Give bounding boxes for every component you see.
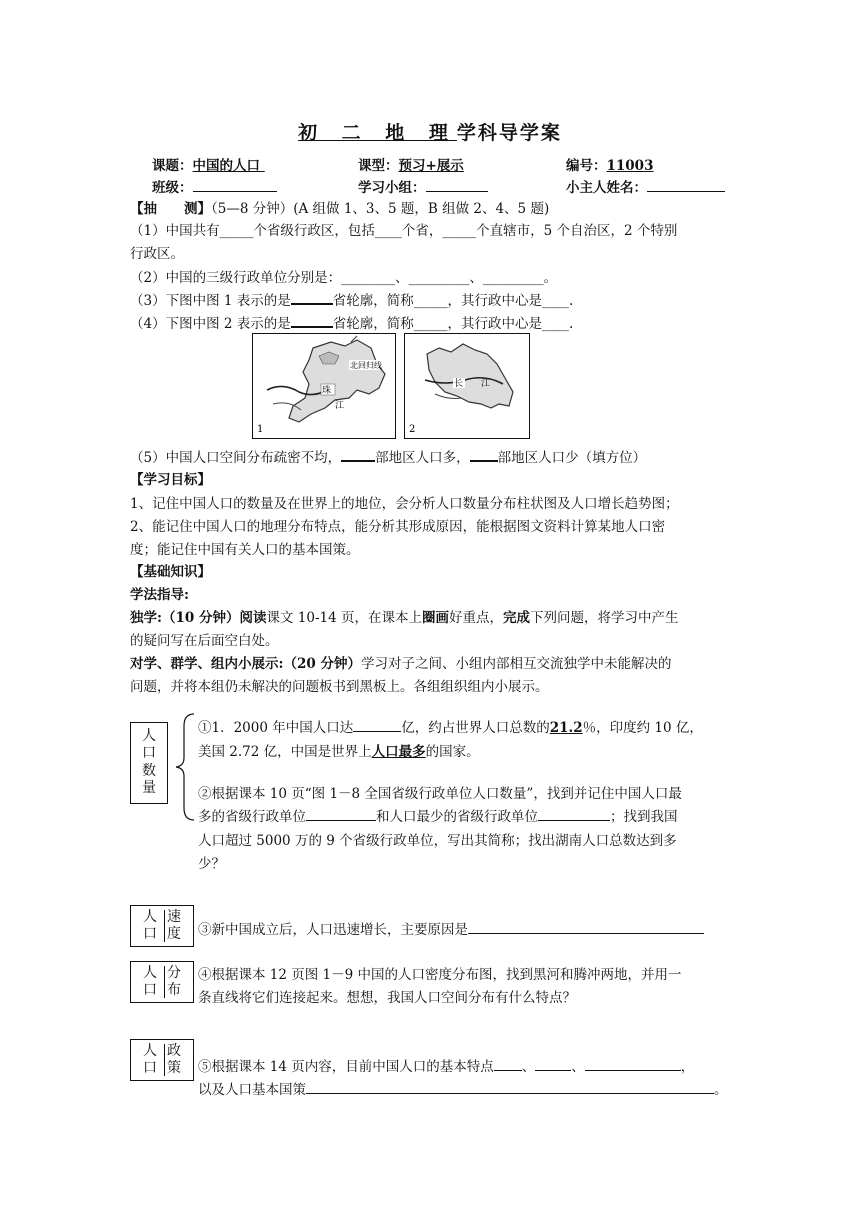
q3-text: ③新中国成立后，人口迅速增长，主要原因是 [198,922,468,938]
quantity-q2-line2 [198,805,678,825]
class-row [152,176,277,196]
speed-char-3: 口 [143,926,157,942]
policy-char-3: 口 [143,1060,157,1076]
q5-sep1: 、 [521,1059,536,1075]
test-q5 [130,446,646,466]
map2-number: 2 [409,424,416,435]
q5-blank2[interactable] [470,447,498,462]
q5-feature-blank3[interactable] [585,1057,681,1071]
quantity-q1-line1 [198,716,703,736]
speed-label-box [130,905,194,947]
quantity-q1-line2 [198,740,480,760]
quantity-q2-line3: 人口超过 5000 万的 9 个省级行政单位，写出其简称；找出湖南人口总数达到多 [198,833,677,849]
pair-study-label: 对学、群学、组内小展示:（20 分钟） [130,656,361,672]
self-study-text2: 好重点， [449,610,503,626]
map-figure-2 [404,333,530,439]
jiangsu-outline-map [405,334,529,438]
policy-char-4: 策 [167,1060,181,1076]
self-study-circle: 圈画 [422,610,449,626]
test-q3-b: 省轮廓，简称_____，其行政中心是____. [332,293,574,309]
q1-line2-emph: 人口最多 [371,744,426,760]
type-value: 预习+展示 [398,158,464,174]
q1-line2-c: 的国家。 [425,744,480,760]
code-label: 编号： [566,158,607,174]
group-field[interactable] [426,178,488,192]
distribution-divider [164,966,165,998]
speed-char-2: 速 [167,909,181,925]
group-label: 学习小组： [358,180,426,196]
q3-blank[interactable] [291,290,333,305]
topic-row [152,154,265,174]
host-field[interactable] [647,178,725,192]
speed-char-4: 度 [167,926,181,942]
self-study-read: 阅读 [239,610,267,626]
code-row [566,154,653,174]
q5-line2-text: 以及人口基本国策 [198,1082,306,1098]
self-study-complete: 完成 [503,610,530,626]
test-heading: 【抽 测】 [130,201,211,217]
distribution-q4-line1: ④根据课本 12 页图 1－9 中国的人口密度分布图，找到黑河和腾冲两地，并用一 [198,967,682,983]
self-study-line2: 的疑问写在后面空白处。 [130,633,279,649]
policy-q5-line2 [198,1078,728,1098]
method-heading: 学法指导: [130,587,189,603]
test-q4 [130,312,573,332]
quantity-char-2: 口 [142,745,156,761]
guangdong-outline-map [253,334,395,438]
map1-label: 珠 [322,386,332,396]
test-q3 [130,289,573,309]
pair-study-line2: 问题，并将本组仍未解决的问题板书到黑板上。各组组织组内小展示。 [130,679,549,695]
quantity-char-4: 量 [142,780,156,796]
map2-label: 长 [454,379,464,389]
test-q5-c: 部地区人口少（填方位） [497,450,647,466]
q1-text-c: ％，印度约 10 亿， [582,720,703,736]
map1-river: 江 [335,401,345,411]
map1-tropic-label: 北回归线 [350,361,382,370]
dist-char-2: 分 [167,965,181,981]
q5-blank1[interactable] [341,447,375,462]
pair-study-text: 学习对子之间、小组内部相互交流独学中未能解决的 [360,656,672,672]
q5-feature-blank1[interactable] [494,1057,522,1071]
q1-text-b: 亿，约占世界人口总数的 [401,720,550,736]
page-title [0,118,860,145]
distribution-label-box [130,961,194,1003]
q5-sep2: 、 [571,1059,585,1075]
test-q5-b: 部地区人口多， [375,450,470,466]
test-q5-a: （5）中国人口空间分布疏密不均， [130,450,342,466]
speed-char-1: 人 [143,909,157,925]
q5-policy-blank[interactable] [306,1080,714,1094]
dist-char-1: 人 [143,965,157,981]
quantity-q2-line1: ②根据课本 10 页“图 1－8 全国省级行政单位人口数量”，找到并记住中国人口最 [198,786,682,802]
q2-line2-a: 多的省级行政单位 [198,809,306,825]
map2-label2: 江 [481,379,491,389]
goals-heading: 【学习目标】 [130,472,211,488]
q1-percent: 21.2 [549,720,583,736]
quantity-label-box [130,722,168,804]
self-study-text3: 下列问题，将学习中产生 [530,610,679,626]
test-q1-line2: 行政区。 [130,246,184,262]
test-q2: （2）中国的三级行政单位分别是：________、_________、_________。 [130,270,558,286]
quantity-char-1: 人 [142,728,156,744]
policy-divider [164,1044,165,1076]
quantity-brace-icon [172,712,198,822]
dist-char-4: 布 [167,982,181,998]
distribution-q4-line2: 条直线将它们连接起来。想想，我国人口空间分布有什么特点？ [198,990,576,1006]
q1-population-blank[interactable] [353,718,401,732]
q5-end: ， [680,1059,695,1075]
test-q1-line1: （1）中国共有_____个省级行政区，包括____个省，_____个直辖市，5 个自治区，2 个特别 [130,223,678,239]
pair-study-line1 [130,652,671,672]
group-row [358,176,488,196]
speed-q3 [198,918,704,938]
q2-line2-c: ；找到我国 [610,809,678,825]
policy-label-box [130,1039,194,1081]
speed-divider [164,910,165,942]
self-study-label: 独学:（10 分钟） [130,610,240,626]
host-label: 小主人姓名： [566,180,647,196]
map1-number: 1 [257,424,264,435]
policy-char-1: 人 [143,1043,157,1059]
q2-most-blank[interactable] [306,807,376,821]
topic-label: 课题： [152,158,193,174]
map-figure-1 [252,333,396,439]
q5-feature-blank2[interactable] [535,1057,571,1071]
q5-line2-end: 。 [714,1082,728,1098]
quantity-char-3: 数 [142,763,156,779]
test-q4-b: 省轮廓，简称_____，其行政中心是____. [332,316,574,332]
host-row [566,176,725,196]
type-row [358,154,464,174]
q1-line2-a: 美国 2.72 亿，中国是世界上 [198,744,372,760]
test-heading-note: （5—8 分钟）(A 组做 1、3、5 题，B 组做 2、4、5 题) [211,201,550,217]
policy-q5-line1 [198,1055,694,1075]
code-value: 11003 [606,158,654,174]
test-q3-a: （3）下图中图 1 表示的是 [130,293,291,309]
test-heading-row [130,197,549,217]
title-main: 初 二 地 理 [298,122,457,144]
self-study-text1: 课文 10-14 页，在课本上 [266,610,422,626]
self-study-line1 [130,606,679,626]
goals-line3: 度；能记住中国有关人口的基本国策。 [130,542,360,558]
q3-reason-blank[interactable] [468,920,704,934]
test-q4-a: （4）下图中图 2 表示的是 [130,316,291,332]
goals-line2: 2、能记住中国人口的地理分布特点，能分析其形成原因，能根据图文资料计算某地人口密 [130,519,666,535]
title-suffix: 学科导学案 [456,122,562,144]
goals-line1: 1、记住中国人口的数量及在世界上的地位，会分析人口数量分布柱状图及人口增长趋势图； [130,496,679,512]
policy-char-2: 政 [167,1043,181,1059]
dist-char-3: 口 [143,982,157,998]
q2-line2-b: 和人口最少的省级行政单位 [376,809,538,825]
class-field[interactable] [193,178,277,192]
q2-least-blank[interactable] [538,807,610,821]
quantity-q2-line4: 少？ [198,856,225,872]
type-label: 课型： [358,158,399,174]
topic-value: 中国的人口 [192,158,260,174]
q1-text-a: ①1．2000 年中国人口达 [198,720,354,736]
q5-text: ⑤根据课本 14 页内容，目前中国人口的基本特点 [198,1059,494,1075]
class-label: 班级： [152,180,193,196]
q4-blank[interactable] [291,313,333,328]
basic-heading: 【基础知识】 [130,564,211,580]
